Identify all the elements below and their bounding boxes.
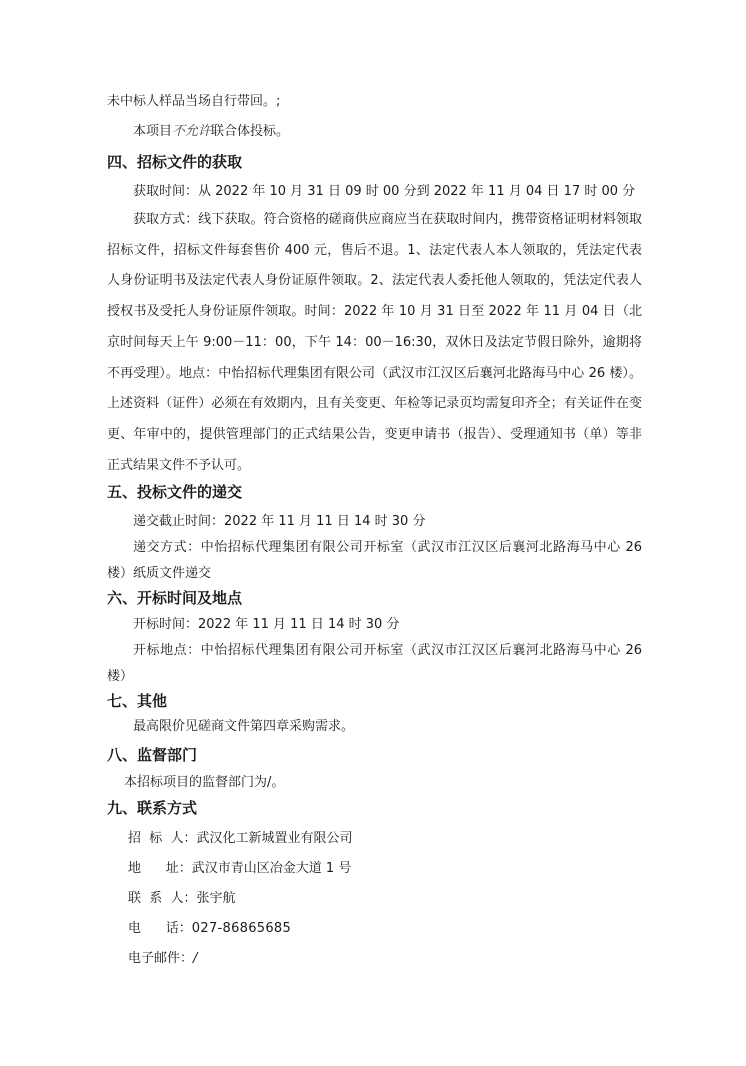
contact-email-value: / — [193, 951, 198, 966]
section-7-text: 最高限价见磋商文件第四章采购需求。 — [133, 719, 355, 734]
contact-email-label: 电子邮件： — [128, 951, 194, 966]
intro-line-2-italic: 不允许 — [172, 124, 212, 139]
contact-address-value: 武汉市青山区冶金大道 1 号 — [191, 861, 352, 876]
section-6-heading: 六、开标时间及地点 — [107, 589, 243, 607]
section-7-heading: 七、其他 — [107, 692, 168, 710]
contact-phone-value: 027-86865685 — [191, 921, 292, 936]
contact-address-row — [128, 860, 351, 878]
section-5-deadline: 递交截止时间：2022 年 11 月 11 日 14 时 30 分 — [133, 514, 426, 529]
section-4-time: 获取时间：从 2022 年 10 月 31 日 09 时 00 分到 2022 年 11 月 04 日 17 时 00 分 — [133, 184, 636, 199]
contact-email-row — [128, 950, 197, 968]
contact-person-value: 张宇航 — [196, 891, 236, 906]
contact-person-row — [128, 890, 236, 908]
section-5-method: 递交方式：中怡招标代理集团有限公司开标室（武汉市江汉区后襄河北路海马中心 26 楼）纸质文件递交 — [107, 540, 642, 581]
section-8-heading: 八、监督部门 — [107, 746, 198, 764]
contact-person-label: 联 系 人： — [128, 891, 197, 906]
contact-phone-row — [128, 920, 291, 938]
section-5-heading: 五、投标文件的递交 — [107, 483, 243, 501]
contact-address-label: 地 址： — [128, 861, 192, 876]
intro-line-2-suffix: 联合体投标。 — [211, 124, 290, 139]
section-4-method: 获取方式：线下获取。符合资格的磋商供应商应当在获取时间内，携带资格证明材料领取招标文件，招标文件每套售价 400 元，售后不退。1、法定代表人本人领取的，凭法定代表人身份证明书及法定代表人身份证原件领取。2、法定代表人委托他人领取的，凭法定代表人授权书及受托人身份证原件领取。时间：2022 年 10 月 31 日至 2022 年 11 月 04 日（北京时间每天上午 9:00－11：00，下午 14：00－16:30，双休日及法定节假日除外，逾期将不再受理）。地点：中怡招标代理集团有限公司（武汉市江汉区后襄河北路海马中心 26 楼）。上述资料（证件）必须在有效期内，且有关变更、年检等记录页均需复印齐全；有关证件在变更、年审中的，提供管理部门的正式结果公告，变更申请书（报告）、受理通知书（单）等非正式结果文件不予认可。 — [107, 212, 642, 473]
contact-phone-label: 电 话： — [128, 921, 192, 936]
section-6-place: 开标地点：中怡招标代理集团有限公司开标室（武汉市江汉区后襄河北路海马中心 26 楼） — [107, 643, 642, 684]
section-6-time: 开标时间：2022 年 11 月 11 日 14 时 30 分 — [133, 617, 400, 632]
intro-line-1: 未中标人样品当场自行带回。; — [107, 94, 281, 109]
contact-tenderer-label: 招 标 人： — [128, 831, 197, 846]
section-4-heading: 四、招标文件的获取 — [107, 153, 243, 171]
contact-tenderer-row — [128, 830, 353, 848]
intro-line-2 — [133, 123, 289, 141]
section-9-heading: 九、联系方式 — [107, 799, 198, 817]
intro-line-2-prefix: 本项目 — [133, 124, 173, 139]
section-8-text: 本招标项目的监督部门为/。 — [124, 775, 285, 790]
contact-tenderer-value: 武汉化工新城置业有限公司 — [196, 831, 353, 846]
